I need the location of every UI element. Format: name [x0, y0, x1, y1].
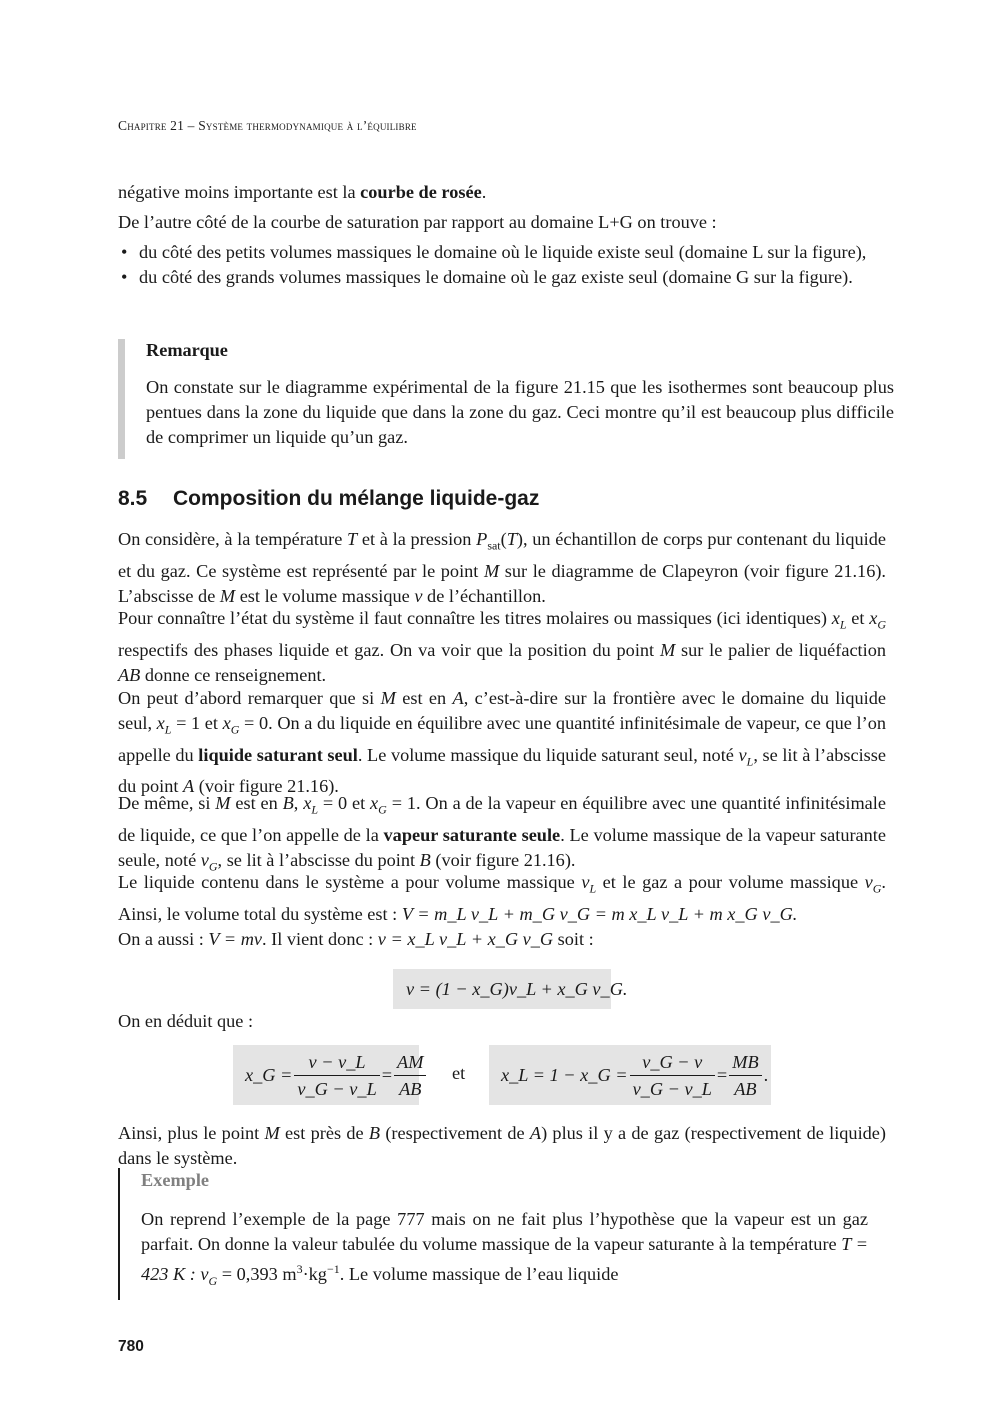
list-item: • du côté des grands volumes massiques le domaine où le gaz existe seul (domaine G sur la figure).	[118, 265, 886, 290]
paragraph-2: De l’autre côté de la courbe de saturation par rapport au domaine L+G on trouve :	[118, 212, 717, 232]
equation-box-xg: x_G = $\frac{v - v\_L}{v\_G - v\_L}$ = $\frac{AM}{AB}$	[233, 1045, 419, 1105]
fraction: $\frac{AM}{AB}$	[394, 1049, 426, 1102]
example-title: Exemple	[141, 1170, 210, 1190]
example-body: On reprend l’exemple de la page 777 mais on ne fait plus l’hypothèse que la vapeur est un gaz parfait. On donne la valeur tabulée du volume massique de la vapeur saturante à la température T = 423 K : $v_G = 0,393$ $m^3\cdot kg^{-1}$. Le volume massique de l’eau liquide	[141, 1209, 868, 1288]
paragraph-5: On peut d’abord remarquer que si M est en A, c’est-à-dire sur la frontière avec le domaine du liquide seul, $x_L = 1$ et $x_G = 0$. On a du liquide en équilibre avec une quantité infinitésimale de vapeur, ce que l’on appelle du liquide saturant seul. Le volume massique du liquide saturant seul, noté $v_L$, se lit à l’abscisse du point A (voir figure 21.16).	[118, 688, 886, 797]
chapter-title: Système thermodynamique à l’équilibre	[198, 118, 417, 133]
volume-equation: V = m_L v_L + m_G v_G = m x_L v_L + m x_G v_G.	[401, 903, 798, 924]
term-liquide-saturant: liquide saturant seul	[198, 744, 358, 765]
paragraph-7: Le liquide contenu dans le système a pour volume massique $v_L$ et le gaz a pour volume massique $v_G$. Ainsi, le volume total du système est : V = m_L v_L + m_G v_G = m x_L v_L + m x_G v_G. On a aussi : V = mv. Il vient donc : v = x_L v_L + x_G v_G soit :	[118, 872, 886, 949]
remark-title: Remarque	[146, 340, 228, 360]
term-courbe-rosee: courbe de rosée	[360, 182, 482, 202]
main-equation: v = (1 − x_G)v_L + x_G v_G.	[406, 978, 628, 999]
section-title: Composition du mélange liquide-gaz	[173, 487, 540, 510]
page-number: 780	[118, 1338, 144, 1355]
header-dash: –	[184, 118, 199, 133]
fraction: $\frac{v\_G - v}{v\_G - v\_L}$	[630, 1049, 715, 1102]
running-header	[118, 118, 417, 134]
term-vapeur-saturante: vapeur saturante seule	[383, 824, 561, 845]
paragraph-1: négative moins importante est la courbe de rosée.	[118, 182, 487, 202]
example-rule	[118, 1168, 120, 1300]
equation-box-main	[393, 969, 628, 1009]
xl-lhs: x_L = 1 − x_G =	[501, 1064, 628, 1085]
example-box	[118, 1168, 878, 1300]
remark-body: On constate sur le diagramme expérimental de la figure 21.15 que les isothermes sont beaucoup plus pentues dans la zone du liquide que dans la zone du gaz. Ceci montre qu’il est beaucoup plus difficile de comprimer un liquide qu’un gaz.	[146, 377, 894, 447]
section-heading	[118, 487, 539, 511]
fraction: $\frac{MB}{AB}$	[729, 1049, 761, 1102]
et-word: et	[452, 1063, 466, 1083]
paragraph-6: De même, si M est en B, $x_L = 0$ et $x_G = 1$. On a de la vapeur en équilibre avec une quantité infinitésimale de liquide, ce que l’on appelle de la vapeur saturante seule. Le volume massique de la vapeur saturante seule, noté $v_G$, se lit à l’abscisse du point B (voir figure 21.16).	[118, 793, 886, 874]
paragraph-3: On considère, à la température T et à la pression $P_{sat}(T)$, un échantillon de corps pur contenant du liquide et du gaz. Ce système est représenté par le point M sur le diagramme de Clapeyron (voir figure 21.16). L’abscisse de M est le volume massique v de l’échantillon.	[118, 529, 886, 606]
section-number: 8.5	[118, 487, 148, 510]
remark-bar	[118, 339, 125, 459]
chapter-label: Chapitre 21	[118, 118, 185, 133]
bullet-list	[118, 240, 886, 290]
paragraph-4: Pour connaître l’état du système il faut connaître les titres molaires ou massiques (ici identiques) $x_L$ et $x_G$ respectifs des phases liquide et gaz. On va voir que la position du point M sur le palier de liquéfaction AB donne ce renseignement.	[118, 608, 886, 685]
xg-lhs: x_G =	[245, 1064, 293, 1085]
paragraph-deduit: On en déduit que :	[118, 1011, 254, 1031]
paragraph-8: Ainsi, plus le point M est près de B (respectivement de A) plus il y a de gaz (respectivement de liquide) dans le système.	[118, 1123, 886, 1168]
equation-box-xl: x_L = 1 − x_G = $\frac{v\_G - v}{v\_G - v\_L}$ = $\frac{MB}{AB}$ .	[489, 1045, 771, 1105]
list-item: • du côté des petits volumes massiques le domaine où le liquide existe seul (domaine L sur la figure),	[118, 240, 886, 265]
fraction: $\frac{v - v\_L}{v\_G - v\_L}$	[294, 1049, 379, 1102]
remark-box	[118, 339, 894, 459]
